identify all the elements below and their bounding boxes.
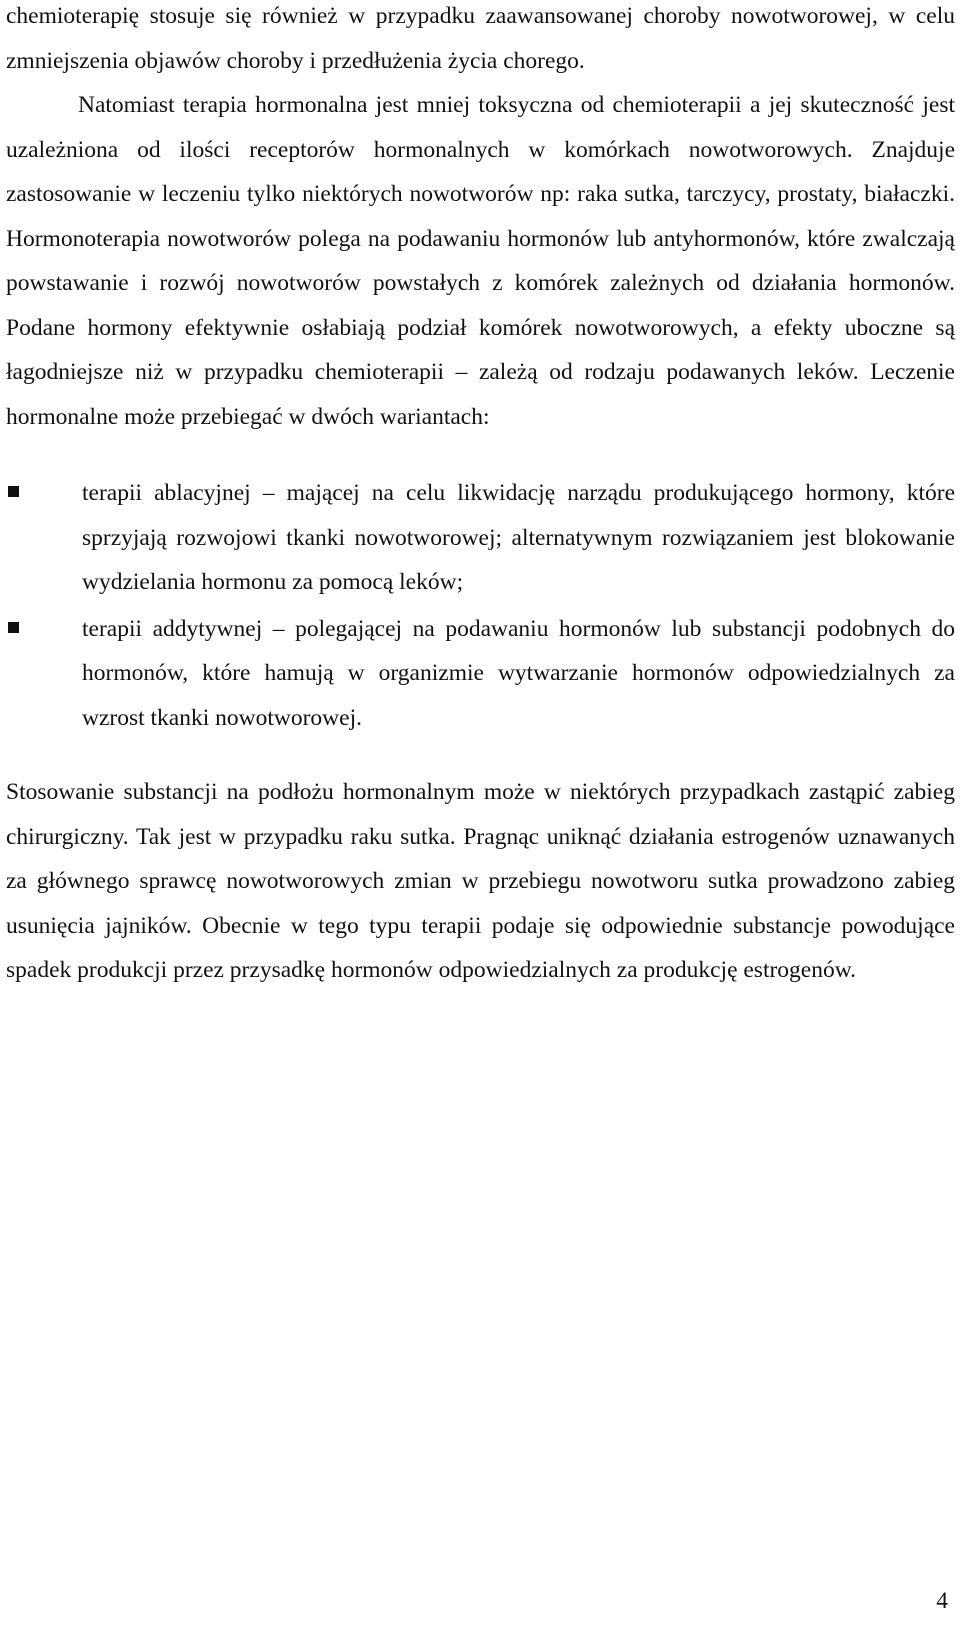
paragraph-chemotherapy-continuation: chemioterapię stosuje się również w przypadku zaawansowanej choroby nowotworowej, w celu zmniejszenia objawów choroby i przedłużenia życia chorego. xyxy=(6,3,955,74)
list-item-additive-therapy xyxy=(6,607,955,741)
list-item-ablation-therapy xyxy=(6,471,955,605)
therapy-variants-list xyxy=(6,471,955,740)
page-number: 4 xyxy=(936,1588,948,1614)
square-bullet-icon xyxy=(8,486,19,497)
paragraph-hormonal-substances: Stosowanie substancji na podłożu hormonalnym może w niektórych przypadkach zastąpić zabieg chirurgiczny. Tak jest w przypadku raku sutka. Pragnąc uniknąć działania estrogenów uznawanych za głównego sprawcę nowotworowych zmian w przebiegu nowotworu sutka prowadzono zabieg usunięcia jajników. Obecnie w tego typu terapii podaje się odpowiednie substancje powodujące spadek produkcji przez przysadkę hormonów odpowiedzialnych za produkcję estrogenów. xyxy=(6,779,955,983)
list-item-text: terapii addytywnej – polegającej na podawaniu hormonów lub substancji podobnych do hormonów, które hamują w organizmie wytwarzanie hormonów odpowiedzialnych za wzrost tkanki nowotworowej. xyxy=(82,615,955,731)
paragraph-hormone-therapy: Natomiast terapia hormonalna jest mniej toksyczna od chemioterapii a jej skuteczność jest uzależniona od ilości receptorów hormonalnych w komórkach nowotworowych. Znajduje zastosowanie w leczeniu tylko niektórych nowotworów np: raka sutka, tarczycy, prostaty, białaczki. Hormonoterapia nowotworów polega na podawaniu hormonów lub antyhormonów, które zwalczają powstawanie i rozwój nowotworów powstałych z komórek zależnych od działania hormonów. Podane hormony efektywnie osłabiają podział komórek nowotworowych, a efekty uboczne są łagodniejsze niż w przypadku chemioterapii – zależą od rodzaju podawanych leków. Leczenie hormonalne może przebiegać w dwóch wariantach: xyxy=(6,92,955,430)
document-body xyxy=(6,0,955,993)
list-item-text: terapii ablacyjnej – mającej na celu likwidację narządu produkującego hormony, które sprzyjają rozwojowi tkanki nowotworowej; alternatywnym rozwiązaniem jest blokowanie wydzielania hormonu za pomocą leków; xyxy=(82,480,955,595)
square-bullet-icon xyxy=(8,622,19,633)
